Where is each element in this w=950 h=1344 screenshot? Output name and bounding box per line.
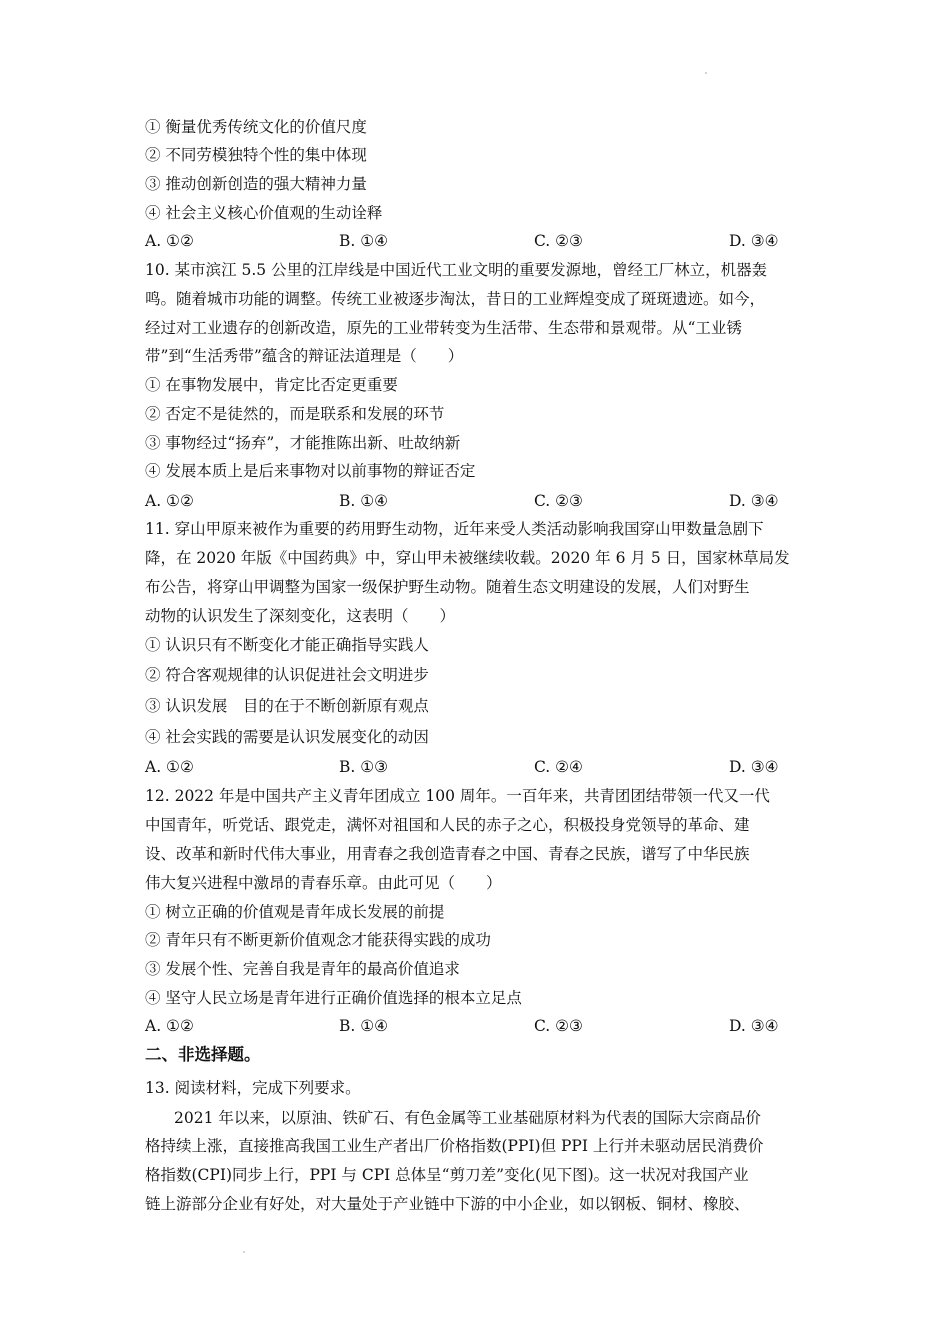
q10-stem-line-2: 鸣。随着城市功能的调整。传统工业被逐步淘汰，昔日的工业辉煌变成了斑斑遗迹。如今， (145, 290, 766, 308)
q10-statement-1: ① 在事物发展中，肯定比否定更重要 (145, 376, 398, 394)
q12-statement-4: ④ 坚守人民立场是青年进行正确价值选择的根本立足点 (145, 989, 522, 1007)
q13-material-line-4: 链上游部分企业有好处，对大量处于产业链中下游的中小企业，如以钢板、铜材、橡胶、 (145, 1195, 750, 1213)
q11-stem-line-1: 11. 穿山甲原来被作为重要的药用野生动物，近年来受人类活动影响我国穿山甲数量急剧下 (145, 520, 764, 538)
q9-statement-3: ③ 推动创新创造的强大精神力量 (145, 175, 367, 193)
q11-statement-3: ③ 认识发展 目的在于不断创新原有观点 (145, 697, 429, 715)
q11-stem-line-2: 降，在 2020 年版《中国药典》中，穿山甲未被继续收载。2020 年 6 月 5 日，国家林草局发 (145, 549, 790, 567)
q9-options (145, 231, 805, 251)
option-d: D. ③④ (729, 492, 779, 510)
option-d: D. ③④ (729, 1017, 779, 1035)
q12-statement-1: ① 树立正确的价值观是青年成长发展的前提 (145, 903, 445, 921)
option-b: B. ①③ (339, 758, 389, 776)
option-a: A. ①② (145, 492, 194, 510)
q10-statement-3: ③ 事物经过“扬弃”，才能推陈出新、吐故纳新 (145, 434, 461, 452)
q12-statement-3: ③ 发展个性、完善自我是青年的最高价值追求 (145, 960, 460, 978)
option-c: C. ②③ (534, 492, 583, 510)
option-c: C. ②③ (534, 232, 583, 250)
q10-stem-line-3: 经过对工业遗存的创新改造，原先的工业带转变为生活带、生态带和景观带。从“工业锈 (145, 319, 742, 337)
q13-material-line-2: 格持续上涨，直接推高我国工业生产者出厂价格指数(PPI)但 PPI 上行并未驱动居民消费价 (145, 1137, 764, 1155)
q9-statement-4: ④ 社会主义核心价值观的生动诠释 (145, 204, 383, 222)
option-b: B. ①④ (339, 492, 389, 510)
q11-statement-1: ① 认识只有不断变化才能正确指导实践人 (145, 636, 429, 654)
option-d: D. ③④ (729, 758, 779, 776)
q13-material-line-3: 格指数(CPI)同步上行，PPI 与 CPI 总体呈“剪刀差”变化(见下图)。这一状况对我国产业 (145, 1166, 749, 1184)
q12-stem-line-4: 伟大复兴进程中激昂的青春乐章。由此可见（ ） (145, 874, 502, 892)
q12-stem-line-1: 12. 2022 年是中国共产主义青年团成立 100 周年。一百年来，共青团团结带领一代又一代 (145, 787, 770, 805)
q10-options (145, 491, 805, 511)
q13-stem: 13. 阅读材料，完成下列要求。 (145, 1079, 361, 1097)
option-a: A. ①② (145, 758, 194, 776)
option-a: A. ①② (145, 232, 194, 250)
option-d: D. ③④ (729, 232, 779, 250)
q11-stem-line-3: 布公告，将穿山甲调整为国家一级保护野生动物。随着生态文明建设的发展，人们对野生 (145, 578, 750, 596)
q11-statement-2: ② 符合客观规律的认识促进社会文明进步 (145, 666, 429, 684)
section-heading: 二、非选择题。 (145, 1045, 261, 1064)
q10-stem-line-4: 带”到“生活秀带”蕴含的辩证法道理是（ ） (145, 347, 464, 365)
q9-statement-2: ② 不同劳模独特个性的集中体现 (145, 146, 367, 164)
option-b: B. ①④ (339, 232, 389, 250)
option-a: A. ①② (145, 1017, 194, 1035)
q13-material-line-1: 2021 年以来，以原油、铁矿石、有色金属等工业基础原材料为代表的国际大宗商品价 (174, 1109, 761, 1127)
q12-stem-line-2: 中国青年，听党话、跟党走，满怀对祖国和人民的赤子之心，积极投身党领导的革命、建 (145, 816, 750, 834)
option-c: C. ②④ (534, 758, 583, 776)
q10-statement-4: ④ 发展本质上是后来事物对以前事物的辩证否定 (145, 462, 476, 480)
q11-statement-4: ④ 社会实践的需要是认识发展变化的动因 (145, 728, 429, 746)
q12-options (145, 1016, 805, 1036)
q9-statement-1: ① 衡量优秀传统文化的价值尺度 (145, 118, 367, 136)
q11-stem-line-4: 动物的认识发生了深刻变化，这表明（ ） (145, 607, 456, 625)
q12-statement-2: ② 青年只有不断更新价值观念才能获得实践的成功 (145, 931, 491, 949)
scan-speck (705, 72, 707, 74)
option-c: C. ②③ (534, 1017, 583, 1035)
q10-stem-line-1: 10. 某市滨江 5.5 公里的江岸线是中国近代工业文明的重要发源地，曾经工厂林立，机器轰 (145, 261, 768, 279)
q11-options (145, 757, 805, 777)
q12-stem-line-3: 设、改革和新时代伟大事业，用青春之我创造青春之中国、青春之民族，谱写了中华民族 (145, 845, 750, 863)
scan-speck (243, 1251, 245, 1253)
option-b: B. ①④ (339, 1017, 389, 1035)
q10-statement-2: ② 否定不是徒然的，而是联系和发展的环节 (145, 405, 445, 423)
